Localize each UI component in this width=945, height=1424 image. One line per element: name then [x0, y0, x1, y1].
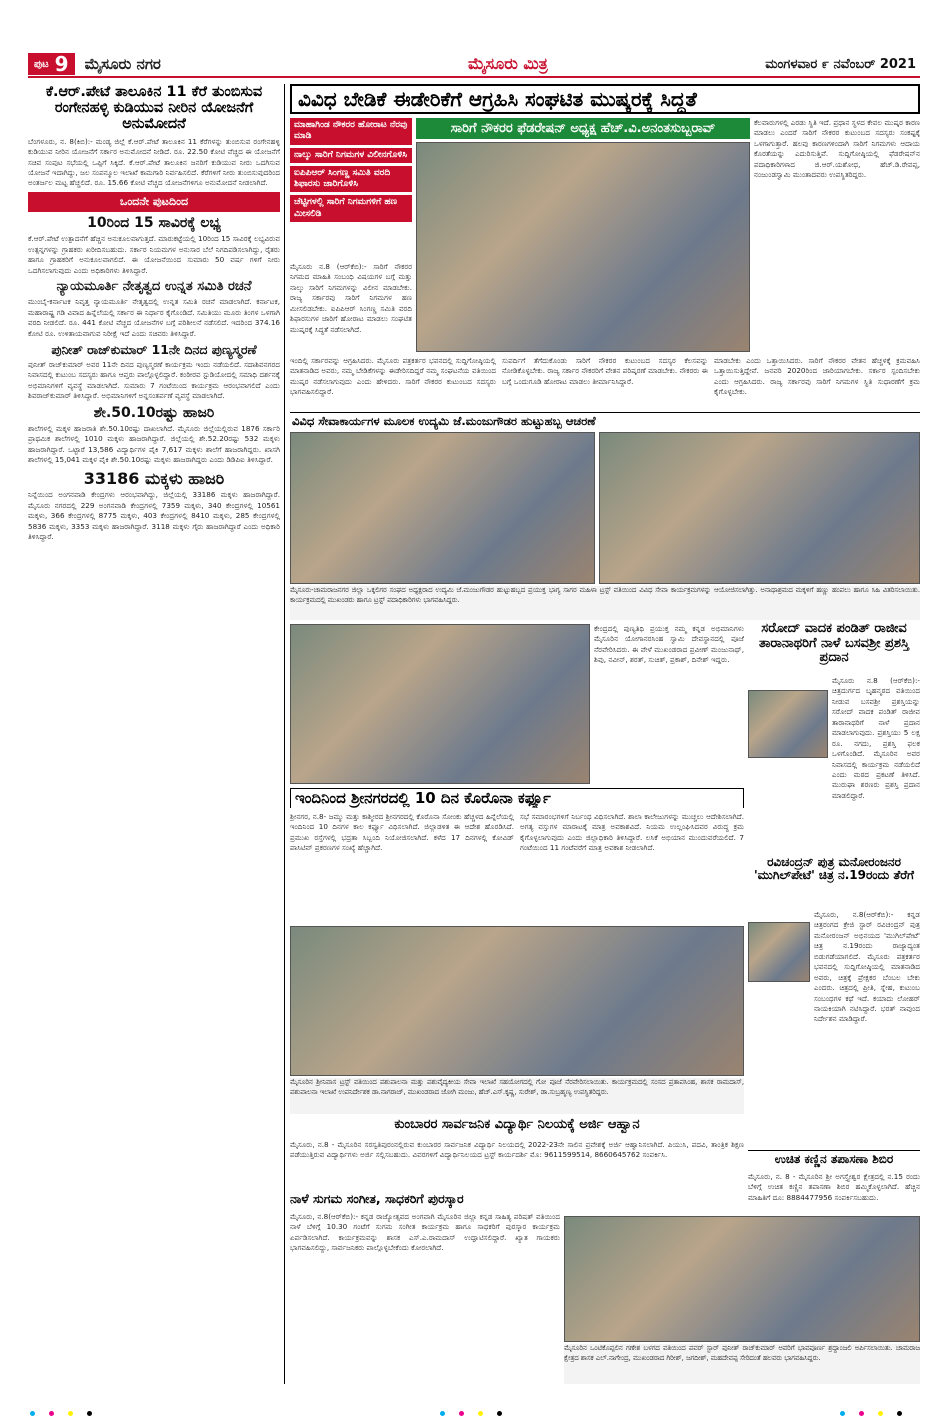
camp-headline-box	[748, 1150, 920, 1168]
issue-date: ಮಂಗಳವಾರ ೯ ನವೆಂಬರ್ 2021	[765, 56, 916, 72]
left-column	[28, 84, 280, 1384]
page-label: ಪುಟ	[34, 58, 49, 70]
birthday-headline-box	[290, 412, 920, 430]
main-body-row	[290, 356, 920, 412]
main-banner	[416, 118, 750, 140]
hostel-body: ಮೈಸೂರು, ನ.8 - ಮೈಸೂರಿನ ಸರಸ್ವತಿಪುರಂನಲ್ಲಿರುವ ಕುಂಬಾರರ ಸಾರ್ವಜನಿಕ ವಿದ್ಯಾರ್ಥಿ ನಿಲಯದಲ್ಲಿ 2022-23ನೇ ಸಾಲಿನ ಪ್ರವೇಶಕ್ಕೆ ಅರ್ಜಿ ಆಹ್ವಾನಿಸಲಾಗಿದೆ. ಪಿಯುಸಿ, ಪದವಿ, ತಾಂತ್ರಿಕ ಶಿಕ್ಷಣ ಪಡೆಯುತ್ತಿರುವ ವಿದ್ಯಾರ್ಥಿಗಳು ಅರ್ಜಿ ಸಲ್ಲಿಸಬಹುದು. ವಿವರಗಳಿಗೆ ವಿದ್ಯಾರ್ಥಿನಿಲಯದ ಟ್ರಸ್ಟ್ ಕಾರ್ಯದರ್ಶಿ ಮೊ: 9611599514, 8660645762 ಸಂಪರ್ಕಿಸಿ.	[290, 1140, 744, 1160]
left-story-body: ಬೆಂಗಳೂರು, ನ. 8(ಕಿಬಿ):- ಮಂಡ್ಯ ಜಿಲ್ಲೆ ಕೆ.ಆರ್.ಪೇಟೆ ತಾಲೂಕಿನ 11 ಕೆರೆಗಳನ್ನು ತುಂಬಿಸುವ ರಂಗೇನಹಳ್ಳಿ ಕುಡಿಯುವ ನೀರಿನ ಯೋಜನೆಗೆ ಸರ್ಕಾರ ಅನುಮೋದನೆ ನೀಡಿದೆ. ರೂ. 22.50 ಕೋಟಿ ವೆಚ್ಚದ ಈ ಯೋಜನೆಗೆ ಸಚಿವ ಸಂಪುಟ ಸಭೆಯಲ್ಲಿ ಒಪ್ಪಿಗೆ ಸಿಕ್ಕಿದೆ. ಕೆ.ಆರ್.ಪೇಟೆ ತಾಲೂಕಿನ ಜನರಿಗೆ ಕುಡಿಯುವ ನೀರು ಒದಗಿಸುವ ಯೋಜನೆ ಇದಾಗಿದ್ದು, ಜಲ ಸಂಪನ್ಮೂಲ ಇಲಾಖೆ ಕಾಮಗಾರಿ ನಿರ್ವಹಿಸಲಿದೆ. ಕೆರೆಗಳಿಗೆ ನೀರು ತುಂಬಿಸುವುದರಿಂದ ಅಂತರ್ಜಲ ಮಟ್ಟ ಹೆಚ್ಚಲಿದೆ. ರೂ. 15.66 ಕೋಟಿ ವೆಚ್ಚದ ಯೋಜನೆಗಳಿಗೂ ಅನುಮೋದನೆ ನೀಡಲಾಗಿದೆ.	[28, 136, 280, 188]
movie-body-col	[748, 910, 920, 1146]
left-story-headline: ಕೆ.ಆರ್.ಪೇಟೆ ತಾಲೂಕಿನ 11 ಕೆರೆ ತುಂಬಿಸುವ ರಂಗೇನಹಳ್ಳಿ ಕುಡಿಯುವ ನೀರಿನ ಯೋಜನೆಗೆ ಅನುಮೋದನೆ	[45, 84, 263, 133]
left-story-6-body: ನಿನ್ನೆಯಿಂದ ಅಂಗನವಾಡಿ ಕೇಂದ್ರಗಳು ಆರಂಭವಾಗಿದ್ದು, ಜಿಲ್ಲೆಯಲ್ಲಿ 33186 ಮಕ್ಕಳು ಹಾಜರಾಗಿದ್ದಾರೆ. ಮೈಸೂರು ನಗರದಲ್ಲಿ 229 ಅಂಗನವಾಡಿ ಕೇಂದ್ರಗಳಲ್ಲಿ 7359 ಮಕ್ಕಳು, 340 ಕೇಂದ್ರಗಳಲ್ಲಿ 10561 ಮಕ್ಕಳು, 366 ಕೇಂದ್ರಗಳಲ್ಲಿ 8775 ಮಕ್ಕಳು, 403 ಕೇಂದ್ರಗಳಲ್ಲಿ 8410 ಮಕ್ಕಳು, 285 ಕೇಂದ್ರಗಳಲ್ಲಿ 5836 ಮಕ್ಕಳು, 3353 ಮಕ್ಕಳು ಹಾಜರಾಗಿದ್ದಾರೆ. 3118 ಮಕ್ಕಳು ಗೈರು ಹಾಜರಾಗಿದ್ದಾರೆ ಎಂದು ಅಧಿಕಾರಿ ತಿಳಿಸಿದ್ದಾರೆ.	[28, 490, 280, 542]
magenta-mark	[459, 1411, 464, 1416]
continued-rubric: ಒಂದನೇ ಪುಟದಿಂದ	[28, 192, 280, 212]
main-bullet: ಐಪಿಪಿಆರ್ ಸಿಂಗಣ್ಣ ಸಮಿತಿ ವರದಿ ಶಿಫಾರಸು ಜಾರಿಗೊಳಿಸಿ	[290, 166, 412, 193]
left-story-4-body: ಪುನೀತ್ ರಾಜ್‌ಕುಮಾರ್ ಅವರ 11ನೇ ದಿನದ ಪುಣ್ಯಸ್ಮರಣೆ ಕಾರ್ಯಕ್ರಮ ಇಂದು ನಡೆಯಲಿದೆ. ಸದಾಶಿವನಗರದ ನಿವಾಸದಲ್ಲಿ ಕುಟುಂಬ ಸದಸ್ಯರು ಹಾಗೂ ಆಪ್ತರು ಪಾಲ್ಗೊಳ್ಳಲಿದ್ದಾರೆ. ಕಂಠೀರವ ಸ್ಟುಡಿಯೋದಲ್ಲಿ ಸಮಾಧಿ ದರ್ಶನಕ್ಕೆ ಅಭಿಮಾನಿಗಳಿಗೆ ವ್ಯವಸ್ಥೆ ಮಾಡಲಾಗಿದೆ. ಸುಮಾರು 7 ಗಂಟೆಯಿಂದ ಕಾರ್ಯಕ್ರಮ ಆರಂಭವಾಗಲಿದೆ ಎಂದು ಶಿವರಾಜ್‌ಕುಮಾರ್ ತಿಳಿಸಿದ್ದಾರೆ. ಅಭಿಮಾನಿಗಳಿಗೆ ಅನ್ನಸಂತರ್ಪಣೆ ವ್ಯವಸ್ಥೆ ಮಾಡಲಾಗಿದೆ.	[28, 359, 280, 401]
cyan-mark	[440, 1411, 445, 1416]
left-story-5-headline: ಶೇ.50.10ರಷ್ಟು ಹಾಜರಿ	[93, 404, 215, 421]
main-headline-box	[290, 84, 920, 114]
cyan-mark	[30, 1411, 35, 1416]
masthead: ಮೈಸೂರು ಮಿತ್ರ	[468, 54, 548, 73]
left-story-6-headline: 33186 ಮಕ್ಕಳು ಹಾಜರಿ	[83, 468, 225, 488]
sarod-body: ಮೈಸೂರು ನ.8 (ಆರ್‌ಕೆಬಿ):- ಚಿತ್ರದುರ್ಗದ ಬೃಹನ್ಮಠದ ವತಿಯಿಂದ ನೀಡುವ ಬಸವಶ್ರೀ ಪ್ರಶಸ್ತಿಯನ್ನು ಸರೋದ್ ವಾದಕ ಪಂಡಿತ್ ರಾಜೀವ ತಾರಾನಾಥರಿಗೆ ನಾಳೆ ಪ್ರದಾನ ಮಾಡಲಾಗುವುದು. ಪ್ರಶಸ್ತಿಯು 5 ಲಕ್ಷ ರೂ. ನಗದು, ಪ್ರಶಸ್ತಿ ಫಲಕ ಒಳಗೊಂಡಿದೆ. ಮೈಸೂರಿನ ಅವರ ನಿವಾಸದಲ್ಲಿ ಕಾರ್ಯಕ್ರಮ ನಡೆಯಲಿದೆ ಎಂದು ಮಠದ ಪ್ರಕಟಣೆ ತಿಳಿಸಿದೆ. ಮುರುಘಾ ಶರಣರು ಪ್ರಶಸ್ತಿ ಪ್ರದಾನ ಮಾಡಲಿದ್ದಾರೆ.	[832, 676, 920, 800]
hostel-headline-box	[290, 1118, 744, 1138]
black-mark	[497, 1411, 502, 1416]
registration-marks-center	[440, 1411, 502, 1416]
sarod-body-col	[748, 676, 920, 852]
main-headline: ವಿವಿಧ ಬೇಡಿಕೆ ಈಡೇರಿಕೆಗೆ ಆಗ್ರಹಿಸಿ ಸಂಘಟಿತ ಮುಷ್ಕರಕ್ಕೆ ಸಿದ್ಧತೆ	[290, 84, 920, 114]
main-body-1: ಮೈಸೂರು ನ.8 (ಆರ್‌ಕೆಬಿ):- ಸಾರಿಗೆ ನೌಕರರ ನಿಗಮದ ಮಾಹಿತಿ ಸಂಬಂಧಿ ವಿಷಯಗಳ ಬಗ್ಗೆ ಮತ್ತು ನಾಲ್ಕು ಸಾರಿಗೆ ನಿಗಮಗಳನ್ನು ವಿಲೀನ ಮಾಡಬೇಕು. ರಾಜ್ಯ ಸರ್ಕಾರವು ಸಾರಿಗೆ ನಿಗಮಗಳ ಹಣ ಮೀಸಲಿಡಬೇಕು. ಐಪಿಪಿಆರ್ ಸಿಂಗಣ್ಣ ಸಮಿತಿ ವರದಿ ಶಿಫಾರಸುಗಳ ಜಾರಿಗೆ ಹೋರಾಟ ಮಾಡಲು ಸಂಘಟಿತ ಮುಷ್ಕರಕ್ಕೆ ಸಿದ್ಧತೆ ನಡೆಸಲಾಗಿದೆ.	[290, 262, 412, 334]
main-body-3: ಸುಪರ್ದಿಗೆ ತೆಗೆದುಕೊಂಡು ಸಾರಿಗೆ ನೌಕರರ ಕುಟುಂಬದ ಸದಸ್ಯರ ಕೆಲಸವನ್ನು ನೋಡಿಕೊಳ್ಳಬೇಕು. ರಾಜ್ಯ ಸರ್ಕಾರ ನೌಕರರಿಗೆ ವೇತನ ಪರಿಷ್ಕರಣೆ ಮಾಡಬೇಕು. ನೌಕರರು ಈ ಬಗ್ಗೆ ಒಂದುಗೂಡಿ ಹೋರಾಟ ಮಾಡಲು ತೀರ್ಮಾನಿಸಿದ್ದಾರೆ.	[502, 356, 708, 386]
music-body: ಮೈಸೂರು, ನ.8(ಆರ್‌ಕೆಬಿ):- ಕನ್ನಡ ರಾಜ್ಯೋತ್ಸವದ ಅಂಗವಾಗಿ ಮೈಸೂರಿನ ಜಿಲ್ಲಾ ಕನ್ನಡ ಸಾಹಿತ್ಯ ಪರಿಷತ್ ವತಿಯಿಂದ ನಾಳೆ ಬೆಳಿಗ್ಗೆ 10.30 ಗಂಟೆಗೆ ಸುಗಮ ಸಂಗೀತ ಕಾರ್ಯಕ್ರಮ ಹಾಗೂ ಸಾಧಕರಿಗೆ ಪುರಸ್ಕಾರ ಕಾರ್ಯಕ್ರಮ ಏರ್ಪಡಿಸಲಾಗಿದೆ. ಕಾರ್ಯಕ್ರಮವನ್ನು ಶಾಸಕ ಎಸ್.ಎ.ರಾಮದಾಸ್ ಉದ್ಘಾಟಿಸಲಿದ್ದಾರೆ. ಖ್ಯಾತ ಗಾಯಕರು ಭಾಗವಹಿಸಲಿದ್ದು, ಸಾರ್ವಜನಿಕರು ಪಾಲ್ಗೊಳ್ಳಬೇಕೆಂದು ಕೋರಲಾಗಿದೆ.	[290, 1212, 560, 1253]
main-bullet: ಚೆಟ್ಟಿಗಳಲ್ಲಿ ಸಾರಿಗೆ ನಿಗಮಗಳಿಗೆ ಹಣ ಮೀಸಲಿಡಿ	[290, 195, 412, 222]
left-story-4-headline: ಪುನೀತ್ ರಾಜ್‌ಕುಮಾರ್ 11ನೇ ದಿನದ ಪುಣ್ಯಸ್ಮರಣೆ	[51, 342, 257, 358]
sarod-headline-box	[748, 622, 920, 672]
side-note-body: ಕೇಂದ್ರದಲ್ಲಿ ಪುಣ್ಯತಿಥಿ ಪ್ರಯುಕ್ತ ನಮ್ಮ ಕನ್ನಡ ಅಭಿಮಾನಿಗಳು ಮೈಸೂರಿನ ಯೋಗಾನರಸಿಂಹ ಸ್ವಾಮಿ ದೇವಸ್ಥಾನದಲ್ಲಿ ಪೂಜೆ ನೆರವೇರಿಸಿದರು. ಈ ವೇಳೆ ಮುಖಂಡರಾದ ಪ್ರವೀಣ್ ಮಂಜುನಾಥ್, ಶಿವು, ನವೀನ್, ಶರತ್, ಸುಚಿತ್, ಪ್ರಕಾಶ್, ದಿನೇಶ್ ಇದ್ದರು.	[594, 624, 744, 665]
column-rule	[284, 84, 285, 1384]
main-banner-text: ಸಾರಿಗೆ ನೌಕರರ ಫೆಡರೇಷನ್ ಅಧ್ಯಕ್ಷ ಹೆಚ್.ವಿ.ಅನಂತಸುಬ್ಬರಾವ್	[416, 118, 750, 139]
main-body-4: ಮಾಡಬೇಕು ಎಂದು ಒತ್ತಾಯಿಸಿದರು. ಸಾರಿಗೆ ನೌಕರರ ವೇತನ ಹೆಚ್ಚಳಕ್ಕೆ ಕ್ರಮವಹಿಸಿ ಒತ್ತಾಯಿಸುತ್ತಿದ್ದೇವೆ. ಜನವರಿ 2020ರಿಂದ ಜಾರಿಯಾಗಬೇಕು. ಸರ್ಕಾರ ಸ್ಪಂದಿಸಬೇಕು ಎಂದು ಆಗ್ರಹಿಸಿದರು. ರಾಜ್ಯ ಸರ್ಕಾರವು ಸಾರಿಗೆ ನಿಗಮಗಳ ಸ್ಥಿತಿ ಸುಧಾರಣೆಗೆ ಕ್ರಮ ಕೈಗೊಳ್ಳಬೇಕು.	[714, 356, 920, 397]
black-mark	[897, 1411, 902, 1416]
left-story-2-body: ಕೆ.ಆರ್.ಪೇಟೆ ಉತ್ಪಾದನೆಗೆ ಹೆಚ್ಚಿನ ಅನುಕೂಲವಾಗುತ್ತದೆ. ಮಾರುಕಟ್ಟೆಯಲ್ಲಿ 10ರಿಂದ 15 ಸಾವಿರಕ್ಕೆ ಲಭ್ಯವಿರುವ ಉತ್ಪನ್ನಗಳನ್ನು ಗ್ರಾಹಕರು ಖರೀದಿಸಬಹುದು. ಸರ್ಕಾರ ನಿಯಮಗಳ ಅನುಸಾರ ಬೆಲೆ ನಿಗದಿಪಡಿಸಲಾಗಿದ್ದು, ರೈತರು ಹಾಗೂ ಗ್ರಾಹಕರಿಗೆ ಅನುಕೂಲವಾಗಲಿದೆ. ಈ ಯೋಜನೆಯಿಂದ ಸುಮಾರು 50 ವರ್ಷ ಗಳಿಗೆ ನೀರು ಒದಗಿಸಲಾಗುವುದು ಎಂದು ಅಧಿಕಾರಿಗಳು ತಿಳಿಸಿದ್ದಾರೆ.	[28, 234, 280, 275]
birthday-headline: ವಿವಿಧ ಸೇವಾಕಾರ್ಯಗಳ ಮೂಲಕ ಉದ್ಯಮಿ ಜೆ.ಮಂಜುಗೌಡರ ಹುಟ್ಟುಹಬ್ಬ ಆಚರಣೆ	[290, 412, 920, 430]
side-note-col	[594, 624, 744, 784]
birthday-photo-right	[599, 432, 920, 584]
tribute-caption: ಮೈಸೂರಿನ ಒಂಟಿಕೊಪ್ಪಲಿನ ಗಣೇಶ ಬಳಗದ ವತಿಯಿಂದ ಪವರ್ ಸ್ಟಾರ್ ಪುನೀತ್ ರಾಜ್‌ಕುಮಾರ್ ಅವರಿಗೆ ಭಾವಪೂರ್ಣ ಶ್ರದ್ಧಾಂಜಲಿ ಅರ್ಪಿಸಲಾಯಿತು. ಚಾಮರಾಜ ಕ್ಷೇತ್ರದ ಶಾಸಕ ಎಲ್.ನಾಗೇಂದ್ರ, ಮುಖಂಡರಾದ ಗಿರೀಶ್, ಜಗದೀಶ್, ಮಹದೇವಪ್ಪ ಸೇರಿದಂತೆ ಹಲವರು ಭಾಗವಹಿಸಿದ್ದರು.	[564, 1344, 920, 1384]
tribute-photo	[564, 1216, 920, 1342]
camp-body: ಮೈಸೂರು, ನ. 8 - ಮೈಸೂರಿನ ಶ್ರೀ ಅಗಸ್ತ್ಯೇಶ್ವರ ಕ್ಷೇತ್ರದಲ್ಲಿ ನ.15 ರಂದು ಬೆಳಿಗ್ಗೆ ಉಚಿತ ಕಣ್ಣಿನ ತಪಾಸಣಾ ಶಿಬಿರ ಹಮ್ಮಿಕೊಳ್ಳಲಾಗಿದೆ. ಹೆಚ್ಚಿನ ಮಾಹಿತಿಗೆ ದೂ: 8884477956 ಸಂಪರ್ಕಿಸಬಹುದು.	[748, 1172, 920, 1202]
curfew-headline-box	[290, 788, 744, 808]
left-story-3-headline: ನ್ಯಾಯಮೂರ್ತಿ ನೇತೃತ್ವದ ಉನ್ನತ ಸಮಿತಿ ರಚನೆ	[56, 279, 252, 295]
black-mark	[87, 1411, 92, 1416]
movie-body: ಮೈಸೂರು, ನ.8(ಆರ್‌ಕೆಬಿ):- ಕನ್ನಡ ಚಿತ್ರರಂಗದ ಕ್ರೇಜಿ ಸ್ಟಾರ್ ರವಿಚಂದ್ರನ್ ಪುತ್ರ ಮನೋರಂಜನ್ ಅಭಿನಯದ 'ಮುಗಿಲ್‌ಪೇಟೆ' ಚಿತ್ರ ನ.19ರಂದು ರಾಜ್ಯಾದ್ಯಂತ ಬಿಡುಗಡೆಯಾಗಲಿದೆ. ಮೈಸೂರು ಪತ್ರಕರ್ತರ ಭವನದಲ್ಲಿ ಸುದ್ದಿಗೋಷ್ಠಿಯಲ್ಲಿ ಮಾತನಾಡಿದ ಅವರು, ಚಿತ್ರಕ್ಕೆ ಪ್ರೇಕ್ಷಕರ ಬೆಂಬಲ ಬೇಕು ಎಂದರು. ಚಿತ್ರದಲ್ಲಿ ಪ್ರೀತಿ, ಸ್ನೇಹ, ಕುಟುಂಬ ಸಂಬಂಧಗಳ ಕಥೆ ಇದೆ. ಕಯಾದು ಲೋಹರ್ ನಾಯಕಿಯಾಗಿ ನಟಿಸಿದ್ದಾರೆ. ಭರತ್ ನಾವುಂದ ನಿರ್ದೇಶನ ಮಾಡಿದ್ದಾರೆ.	[814, 910, 920, 1024]
main-bullet: ಮಾಹಾಗಿಂಡ ನೌಕರರ ಹೋರಾಟ ನೆರವು ಮಾಡಿ	[290, 118, 412, 145]
sarod-headline: ಸರೋದ್ ವಾದಕ ಪಂಡಿತ್ ರಾಜೀವ ತಾರಾನಾಥರಿಗೆ ನಾಳೆ ಬಸವಶ್ರೀ ಪ್ರಶಸ್ತಿ ಪ್ರದಾನ	[758, 622, 910, 666]
registration-marks-right	[840, 1411, 902, 1416]
left-story-3-body: ಮುಂಬೈ-ಕರ್ನಾಟಕ ನಿವೃತ್ತ ನ್ಯಾಯಮೂರ್ತಿ ನೇತೃತ್ವದಲ್ಲಿ ಉನ್ನತ ಸಮಿತಿ ರಚನೆ ಮಾಡಲಾಗಿದೆ. ಕರ್ನಾಟಕ, ಮಹಾರಾಷ್ಟ್ರ ಗಡಿ ವಿವಾದ ಹಿನ್ನೆಲೆಯಲ್ಲಿ ಸರ್ಕಾರ ಈ ನಿರ್ಧಾರ ಕೈಗೊಂಡಿದೆ. ಸಮಿತಿಯು ಮೂರು ತಿಂಗಳ ಒಳಗಾಗಿ ವರದಿ ನೀಡಲಿದೆ. ರೂ. 441 ಕೋಟಿ ವೆಚ್ಚದ ಯೋಜನೆಗಳ ಬಗ್ಗೆ ಪರಿಶೀಲನೆ ನಡೆಸಲಿದೆ. ಇದರಿಂದ 374.16 ಕೋಟಿ ರೂ. ಉಳಿತಾಯವಾಗುವ ನಿರೀಕ್ಷೆ ಇದೆ ಎಂದು ಸಚಿವರು ತಿಳಿಸಿದ್ದಾರೆ.	[28, 297, 280, 338]
page-number: 9	[54, 52, 69, 76]
curfew-body-2: ಸಭೆ ಸಮಾರಂಭಗಳಿಗೆ ನಿರ್ಬಂಧ ವಿಧಿಸಲಾಗಿದೆ. ಶಾಲಾ ಕಾಲೇಜುಗಳನ್ನು ಮುಚ್ಚಲು ಆದೇಶಿಸಲಾಗಿದೆ. ಅಗತ್ಯ ವಸ್ತುಗಳ ಮಾರಾಟಕ್ಕೆ ಮಾತ್ರ ಅವಕಾಶವಿದೆ. ನಿಯಮ ಉಲ್ಲಂಘಿಸಿದವರ ವಿರುದ್ಧ ಕ್ರಮ ಕೈಗೊಳ್ಳಲಾಗುವುದು ಎಂದು ಜಿಲ್ಲಾಧಿಕಾರಿ ತಿಳಿಸಿದ್ದಾರೆ. ಲಸಿಕೆ ಅಭಿಯಾನ ಮುಂದುವರೆಯಲಿದೆ. 7 ಗಂಟೆಯಿಂದ 11 ಗಂಟೆವರೆಗೆ ಮಾತ್ರ ಅವಕಾಶ ನೀಡಲಾಗಿದೆ.	[520, 812, 744, 853]
cyan-mark	[840, 1411, 845, 1416]
birthday-photo-left	[290, 432, 595, 584]
main-body-5: ಕೆಲವಾರುಗಳಲ್ಲಿ ಎರಡು ಸ್ಥಿತಿ ಇದೆ. ಪ್ರಧಾನ ಸ್ಥಳದ ಕೇವಲ ಮುಷ್ಕರ ಕಾರಣ ಮಾಡಲು ಎಂದರೆ ಸಾರಿಗೆ ನೌಕರರ ಕುಟುಂಬದ ಸದಸ್ಯರು ಸಂಕಷ್ಟಕ್ಕೆ ಒಳಗಾಗುತ್ತಾರೆ. ಹಲವು ಕಾರಣಗಳಿಂದಾಗಿ ಸಾರಿಗೆ ನಿಗಮಗಳು ಆದಾಯ ಕೊರತೆಯನ್ನು ಎದುರಿಸುತ್ತಿವೆ. ಸುದ್ದಿಗೋಷ್ಠಿಯಲ್ಲಿ ಫೆಡರೇಷನ್‌ನ ಪದಾಧಿಕಾರಿಗಳಾದ ಜಿ.ಆರ್.ಯಶೋಧ, ಹೆಚ್.ಡಿ.ರೇವಪ್ಪ, ನಂಜುಂಡಸ್ವಾಮಿ ಮುಂತಾದವರು ಉಪಸ್ಥಿತರಿದ್ದರು.	[754, 118, 920, 180]
main-body-1-col	[290, 262, 412, 362]
main-body-2: ಇಂದಿಲ್ಲಿ ಸರ್ಕಾರವನ್ನು ಆಗ್ರಹಿಸಿದರು. ಮೈಸೂರು ಪತ್ರಕರ್ತರ ಭವನದಲ್ಲಿ ಸುದ್ದಿಗೋಷ್ಠಿಯಲ್ಲಿ ಮಾತನಾಡಿದ ಅವರು, ನಮ್ಮ ಬೇಡಿಕೆಗಳನ್ನು ಈಡೇರಿಸದಿದ್ದರೆ ನಮ್ಮ ಸಂಘಟನೆಯ ವತಿಯಿಂದ ಮುಷ್ಕರ ನಡೆಸಲಾಗುವುದು ಎಂದು ಹೇಳಿದರು. ಸಾರಿಗೆ ನೌಕರರ ಕುಟುಂಬದ ಸದಸ್ಯರು ಭಾಗವಹಿಸಲಿದ್ದಾರೆ.	[290, 356, 496, 397]
movie-headline-box	[748, 856, 920, 906]
magenta-mark	[859, 1411, 864, 1416]
yellow-mark	[68, 1411, 73, 1416]
yellow-mark	[878, 1411, 883, 1416]
hostel-body-col	[290, 1140, 744, 1188]
magenta-mark	[49, 1411, 54, 1416]
left-story-2-headline: 10ರಿಂದ 15 ಸಾವಿರಕ್ಕೆ ಲಭ್ಯ	[87, 214, 221, 231]
left-story-5-body: ಶಾಲೆಗಳಲ್ಲಿ ಮಕ್ಕಳ ಹಾಜರಾತಿ ಶೇ.50.10ರಷ್ಟು ದಾಖಲಾಗಿದೆ. ಮೈಸೂರು ಜಿಲ್ಲೆಯಲ್ಲಿರುವ 1876 ಸರ್ಕಾರಿ ಪ್ರಾಥಮಿಕ ಶಾಲೆಗಳಲ್ಲಿ 1010 ಮಕ್ಕಳು ಹಾಜರಾಗಿದ್ದಾರೆ. ಜಿಲ್ಲೆಯಲ್ಲಿ ಶೇ.52.20ರಷ್ಟು 532 ಮಕ್ಕಳು ಹಾಜರಾಗಿದ್ದಾರೆ. ಒಟ್ಟಾರೆ 13,586 ವಿದ್ಯಾರ್ಥಿಗಳ ಪೈಕಿ 7,617 ಮಕ್ಕಳು ಶಾಲೆಗೆ ಹಾಜರಾಗಿದ್ದರು. ಖಾಸಗಿ ಶಾಲೆಗಳಲ್ಲಿ 15,041 ಮಕ್ಕಳ ಪೈಕಿ ಶೇ.50.10ರಷ್ಟು ಮಕ್ಕಳು ಹಾಜರಾಗಿದ್ದರು ಎಂದು ಡಿಡಿಪಿಐ ತಿಳಿಸಿದ್ದಾರೆ.	[28, 423, 280, 465]
music-headline: ನಾಳೆ ಸುಗಮ ಸಂಗೀತ, ಸಾಧಕರಿಗೆ ಪುರಸ್ಕಾರ	[290, 1192, 464, 1206]
birthday-caption: ಮೈಸೂರು-ಚಾಮರಾಜನಗರ ಜಿಲ್ಲಾ ಒಕ್ಕಲಿಗರ ಸಂಘದ ಅಧ್ಯಕ್ಷರಾದ ಉದ್ಯಮಿ ಜೆ.ಮಂಜುಗೌಡರ ಹುಟ್ಟುಹಬ್ಬದ ಪ್ರಯುಕ್ತ ಭಾಗ್ಯ ಸಾಗರ ಮಹಿಳಾ ಟ್ರಸ್ಟ್ ವತಿಯಿಂದ ವಿವಿಧ ಸೇವಾ ಕಾರ್ಯಕ್ರಮಗಳನ್ನು ಆಯೋಜಿಸಲಾಗಿತ್ತು. ಅನಾಥಾಶ್ರಮದ ಮಕ್ಕಳಿಗೆ ಹಣ್ಣು ಹಂಪಲು ಹಾಗೂ ಸಿಹಿ ವಿತರಿಸಲಾಯಿತು. ಕಾರ್ಯಕ್ರಮದಲ್ಲಿ ಮುಖಂಡರು ಹಾಗೂ ಟ್ರಸ್ಟ್ ಪದಾಧಿಕಾರಿಗಳು ಭಾಗವಹಿಸಿದ್ದರು.	[290, 586, 920, 620]
tribute-temple-photo	[290, 624, 590, 784]
page-number-badge	[28, 53, 75, 75]
movie-headline: ರವಿಚಂದ್ರನ್ ಪುತ್ರ ಮನೋರಂಜನರ 'ಮುಗಿಲ್‌ಪೇಟೆ' ಚಿತ್ರ ನ.19ರಂದು ತೆರೆಗೆ	[753, 856, 915, 883]
registration-marks-left	[30, 1411, 92, 1416]
camp-headline: ಉಚಿತ ಕಣ್ಣಿನ ತಪಾಸಣಾ ಶಿಬಿರ	[748, 1150, 920, 1166]
section-title: ಮೈಸೂರು ನಗರ	[84, 55, 161, 73]
gau-puja-photo	[290, 926, 744, 1076]
camp-body-col	[748, 1172, 920, 1212]
main-bullets	[290, 118, 412, 258]
press-conference-photo	[416, 142, 750, 352]
main-bullet: ನಾಲ್ಕು ಸಾರಿಗೆ ನಿಗಮಗಳ ವಿಲೀನಗೊಳಿಸಿ	[290, 148, 412, 163]
music-headline-box	[290, 1192, 560, 1210]
yellow-mark	[478, 1411, 483, 1416]
gau-puja-caption: ಮೈಸೂರಿನ ಶ್ರೀನಿವಾಸ ಟ್ರಸ್ಟ್ ವತಿಯಿಂದ ಪಶುಪಾಲನಾ ಮತ್ತು ಪಶುವೈದ್ಯಕೀಯ ಸೇವಾ ಇಲಾಖೆ ಸಹಯೋಗದಲ್ಲಿ ಗೋ ಪೂಜೆ ನೆರವೇರಿಸಲಾಯಿತು. ಕಾರ್ಯಕ್ರಮದಲ್ಲಿ ಸಂಸದ ಪ್ರತಾಪಸಿಂಹ, ಶಾಸಕ ರಾಮದಾಸ್, ಪಶುಪಾಲನಾ ಇಲಾಖೆ ಉಪನಿರ್ದೇಶಕ ಡಾ.ನಾಗರಾಜ್, ಮುಖಂಡರಾದ ಜೋಗಿ ಮಂಜು, ಹೆಚ್.ಎಸ್.ಕೃಷ್ಣ, ಸುರೇಶ್, ಡಾ.ಸುಬ್ರಹ್ಮಣ್ಯ ಉಪಸ್ಥಿತರಿದ್ದರು.	[290, 1078, 744, 1114]
curfew-headline: ಇಂದಿನಿಂದ ಶ್ರೀನಗರದಲ್ಲಿ 10 ದಿನ ಕೊರೊನಾ ಕರ್ಫ್ಯೂ	[290, 788, 744, 808]
hostel-headline: ಕುಂಬಾರರ ಸಾರ್ವಜನಿಕ ವಿದ್ಯಾರ್ಥಿ ನಿಲಯಕ್ಕೆ ಅರ್ಜಿ ಆಹ್ವಾನ	[394, 1118, 640, 1132]
curfew-body-1: ಶ್ರೀನಗರ, ನ.8- ಜಮ್ಮು ಮತ್ತು ಕಾಶ್ಮೀರದ ಶ್ರೀನಗರದಲ್ಲಿ ಕೊರೊನಾ ಸೋಂಕು ಹೆಚ್ಚಳದ ಹಿನ್ನೆಲೆಯಲ್ಲಿ ಇಂದಿನಿಂದ 10 ದಿನಗಳ ಕಾಲ ಕರ್ಫ್ಯೂ ವಿಧಿಸಲಾಗಿದೆ. ಜಿಲ್ಲಾಡಳಿತ ಈ ಆದೇಶ ಹೊರಡಿಸಿದೆ. ಪ್ರಮುಖ ರಸ್ತೆಗಳಲ್ಲಿ ಭದ್ರತಾ ಸಿಬ್ಬಂದಿ ನಿಯೋಜಿಸಲಾಗಿದೆ. ಕಳೆದ 17 ದಿನಗಳಲ್ಲಿ ಕೋವಿಡ್ ಪಾಸಿಟಿವ್ ಪ್ರಕರಣಗಳ ಸಂಖ್ಯೆ ಹೆಚ್ಚಾಗಿದೆ.	[290, 812, 514, 853]
curfew-body-row	[290, 812, 744, 922]
page-header	[28, 52, 920, 78]
music-body-col	[290, 1212, 560, 1384]
